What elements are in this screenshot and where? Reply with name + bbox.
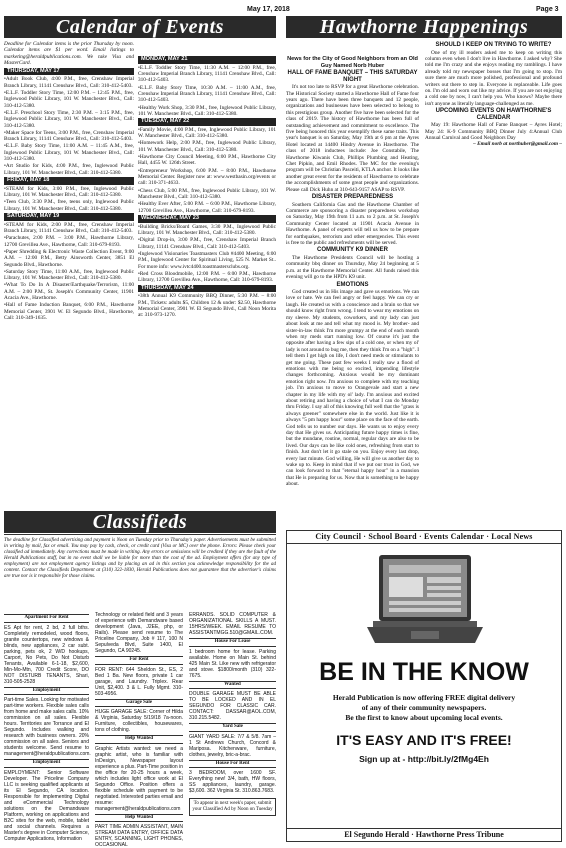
section-heading: COMMUNITY K9 DINNER bbox=[317, 247, 388, 254]
classified-category: For Rent bbox=[95, 656, 183, 665]
calendar-event: • Parachutes, 2:00 P.M. – 3:00 P.M., Hawthorne Library, 12700 Grevillea Ave., Hawthorne, Call: 310-679-8193. bbox=[4, 235, 134, 248]
calendar-event: • E.L.F. Preschool Story Time, 2:30 P.M. – 3:15 P.M., free, Inglewood Public Library, 101 W. Manchester Blvd., Call: 310-412-5380. bbox=[4, 110, 134, 129]
calendar-event: • Adult Book Club, 4:00 P.M., free, Crenshaw Imperial Branch Library, 11141 Crenshaw Blvd., Call: 310-412-5403. bbox=[4, 76, 134, 89]
classified-ad: GIANT YARD SALE: 7/7 & 5/8. 7am – 1 St Andrews Church, Concord & Mariposa. Kitchenware, furniture, clothes, jewelry, bric-a-brac. bbox=[189, 733, 276, 758]
page-number: Page 3 bbox=[536, 6, 559, 13]
ad-bottom-line: El Segundo Herald · Hawthorne Press Tribune bbox=[287, 828, 561, 841]
calendar-event: • Inglewood Visionaries Toastmasters Club #4400 Meeting, 6:00 P.M., Inglewood Center for Spiritual Living, 525 N. Market St.. For more info: www.ivtc4400.toastmastersclubs.org. bbox=[138, 251, 276, 270]
classifieds-rule bbox=[4, 534, 276, 535]
calendar-event: • Red Cross Bloodmobile, 12:00 P.M. – 6:00 P.M., Hawthorne Library, 12700 Grevillea Ave., Hawthorne, Call: 310-679-8193. bbox=[138, 271, 276, 284]
calendar-event: • Paper Shredding & Electronic Waste Collection Event, 9:00 A.M. – 12:00 P.M., Betty Ainsworth Center, 3851 El Segundo Blvd., Hawthorne. bbox=[4, 249, 134, 268]
classified-category: Help Wanted bbox=[95, 814, 183, 823]
classified-category: Yard Sale bbox=[189, 723, 276, 732]
section-paragraph: It's not too late to RSVP for a great Hawthorne celebration. The Historical Society started a Hawthorne Hall of Fame four years ago. There have been three banquets and 12 people, organizations and businesses have been selected to belong to this prestigious group. Another five have been selected for the class of 2019. The history of Hawthorne has been full of outstanding achievement and commitment to excellence. The five being honored this year exemplify these same traits. This year's banquet is on Saturday, May 19th at 6 pm at the Ayres Hotel located at 14400 Hindry Avenue in Hawthorne. The class of 2018 inductees include: Joe Constabile, The Hawthorne Kiwanis Club, Phillips Plumbing and Heating, Chet Pipkin, and Emil Rhodes. The MC for the evening's program will be Christian Pasceiti, KTLA anchor. It looks like another great event for the residents of Hawthorne to celebrate the accomplishments of some great people and organizations. Please call Dick Huhn at 310-643-9157 ASAP to RSVP. bbox=[286, 84, 419, 193]
classified-ad: FOR RENT: 644 Sheldon St., ES, 2 Bed 1 Ba. New floors, private 1 car garage, and Laundry. Triplex. Rear Unit, $2,400. 3 & L. Fully Mgmt. 310-503-4956. bbox=[95, 666, 183, 697]
happenings-sections-2 bbox=[425, 42, 562, 141]
happenings-column-2 bbox=[425, 41, 562, 527]
classified-ad: 3 BEDROOM, over 1600 SF. Everything new! 3/4, bath, HW floors, SS appliances, laundry, garage. $3,600. 362 Virginia St. 310.863.7683. bbox=[189, 770, 276, 794]
ad-tagline: IT'S EASY AND IT'S FREE! bbox=[336, 732, 512, 748]
calendar-event: • E.L.F. Baby Story Time, 11:00 A.M. – 11:45 A.M., free, Inglewood Public Library, 101 W. Manchester Blvd., Call: 310-412-5380. bbox=[4, 143, 134, 162]
classified-ad: HUGE GARAGE SALE: Corner of Hilda & Virginia, Saturday 5/19/18 7a-noon. Furniture, collectibles, housewares, tons of clothing. bbox=[95, 709, 183, 733]
classified-ad: Technology or related field and 3 years of experience with Demandware based development (Java, J2EE, php, or Rails). Please send resume to The Priceline Company, Job # 117, 100 N Sepulveda Blvd, Suite 1400, El Segundo, CA 90245. bbox=[95, 612, 183, 654]
calendar-column-1 bbox=[4, 41, 134, 484]
happenings-column-1 bbox=[286, 56, 419, 526]
laptop-icon bbox=[363, 551, 487, 655]
classified-category: House For Rent bbox=[189, 760, 276, 769]
ad-signup-link[interactable]: Sign up at - http://bit.ly/2fMg4Eh bbox=[359, 754, 489, 764]
day-heading: FRIDAY, MAY 18 bbox=[4, 177, 134, 185]
classifieds-header-text: The deadline for Classified advertising and payment is Noon on Tuesday prior to Thursday's paper. Advertisements must be submitted in writing by mail, fax or email. You may pay by cash, check, or credit card (Visa or MC) over the phone. Errors: Please check your classified ad immediately. Any corrections must be made in writing. Any errors or omissions will be credited if they are the fault of the Herald Publications staff, but in no event shall we be liable for more than the cost of the ad. Employment offers (for any type of employment) are not employment agency listings and by placing an ad in this section you acknowledge responsibility for the ad content. Contact the Classifieds Department at (310) 322-1830, Herald Publications does not guarantee that the advertiser's claims are true nor is it responsible for those claims. bbox=[4, 538, 276, 579]
classified-category: House For Lease bbox=[189, 638, 276, 647]
calendar-days-1 bbox=[4, 68, 134, 322]
calendar-column-2 bbox=[138, 55, 276, 485]
classified-ad: PART TIME ADMIN ASSISTANT, MAIN STREAM DATA ENTRY, OFFICE DATA ENTRY, SCANNING, LIGHT PHONES, OCCASIONAL bbox=[95, 824, 183, 848]
calendar-event: • Chess Club, 5:00 P.M., free, Inglewood Public Library, 101 W. Manchester Blvd., Call: 310-412-5380. bbox=[138, 188, 276, 201]
calendar-event: • Saturday Story Time, 11:00 A.M., free, Inglewood Public Library, 101 W. Manchester Blvd., Call: 310-412-5380. bbox=[4, 269, 134, 282]
ad-body-line-1: Herald Publication is now offering FREE digital delivery bbox=[332, 693, 516, 702]
classified-category: Apartment For Rent bbox=[4, 614, 89, 623]
calendar-event: • What To Do In A Disaster/Earthquake/Terrorism, 11:00 A.M. – 2:00 P.M., St. Joseph's Community Center, 11901 Acacia Ave., Hawthorne. bbox=[4, 282, 134, 301]
ad-top-line: City Council · School Board · Events Calendar · Local News bbox=[287, 531, 561, 544]
section-paragraph: One of my ill readers asked me to keep on writing this column even when I don't live in Hawthorne. I asked why? She told me I'm crazy and she enjoys reading my ramblings. I have already told my newspaper bosses that I'm going to stop. I'm sure there are much more polished, professional and profound writers out there to step in. Everyone is replaceable. Life goes on. I'm old and worn out like my advice. If you are not enjoying a cold one by now, I can't help you. Who knows? Maybe there isn't anyone as literally language-challenged as me. bbox=[425, 49, 562, 107]
calendar-event: • STEAM for Kids, 2:00 P.M., free, Crenshaw Imperial Branch Library, 11141 Crenshaw Blvd., Call: 310-412-5403. bbox=[4, 222, 134, 235]
calendar-days-2 bbox=[138, 56, 276, 319]
classified-category: Wanted bbox=[189, 681, 276, 690]
calendar-event: • Art Studio for Kids, 4:00 P.M., free, Inglewood Public Library, 101 W. Manchester Blvd., Call: 310-412-5380. bbox=[4, 163, 134, 176]
section-paragraph: The Hawthorne Presidents Council will be hosting a community bbq dinner on Thursday, May 24 beginning at 5 p.m. at the Hawthorne Memorial Center. All funds raised this evening will go to the HPD's K9 unit. bbox=[286, 254, 419, 281]
calendar-event: • Family Movie, 4:00 P.M., free, Inglewood Public Library, 101 W. Manchester Blvd., Call: 310-412-5380. bbox=[138, 127, 276, 140]
section-heading: DISASTER PREPAREDNESS bbox=[311, 194, 394, 201]
classified-ad: ERRANDS. SOLID COMPUTER & ORGANIZATIONAL SKILLS A MUST. 15HRS/WEEK. EMAIL RESUME TO ASSISTANTMGG.510@GMAIL.COM. bbox=[189, 612, 276, 636]
happenings-sections-1 bbox=[286, 70, 419, 487]
classified-category: Help Wanted bbox=[95, 735, 183, 744]
calendar-event: • Hawthorne City Council Meeting, 6:00 P.M., Hawthorne City Hall, 4455 W. 126th Street. bbox=[138, 154, 276, 167]
classified-ad: 1 bedroom home for lease. Parking available. Home on Main St. behind 425 Main St. Like new with refrigerator and stove. $1800/month (310) 322-7675. bbox=[189, 648, 276, 679]
calendar-event: • 38th Annual K9 Community BBQ Dinner, 5:30 P.M. – 8:00 P.M., Tickets: adults $5, Children 12 & under: $2.50, Hawthorne Memorial Center, 3901 W. El Segundo Blvd., Call Noon Morita at: 310-973-1270. bbox=[138, 293, 276, 319]
ad-body-line-3: Be the first to know about upcoming local events. bbox=[345, 713, 503, 722]
classified-ad: EMPLOYMENT: Senior Software Developer. The Priceline Company LLC is seeking qualified applicants at its El Segundo, CA location. Responsible for implementing Digital and eCommercial Technology solutions on the Demandware Platform, working on applications and B2C sites for the web, mobile, tablet and social channels. Requires a Master's degree in Computer Science, Computer Applications, Information bbox=[4, 769, 89, 842]
day-heading: SATURDAY, MAY 19 bbox=[4, 213, 134, 221]
calendar-event: • Healthy Ever After, 5:00 P.M. – 6:00 P.M., Hawthorne Library, 12700 Grevillea Ave., Hawthorne, Call: 310-679-8193. bbox=[138, 201, 276, 214]
classified-ad: DOUBLE GARAGE MUST BE ABLE TO BE LOCKED AND IN EL SEGUNDO FOR CLASSIC CAR. CONTACT: DASSAR@AOL.COM, 310.215.5482. bbox=[189, 691, 276, 721]
section-heading: EMOTIONS bbox=[336, 281, 369, 288]
section-heading: UPCOMING EVENTS ON HAWTHORNE'S CALENDAR bbox=[435, 108, 552, 121]
day-heading: WEDNESDAY, MAY 23 bbox=[138, 215, 276, 223]
classifieds-column-1 bbox=[4, 612, 89, 840]
ad-body-line-2: of any of their community newspapers. bbox=[361, 703, 487, 712]
happenings-banner: Hawthorne Happenings bbox=[286, 16, 562, 38]
classified-category: Employment bbox=[4, 687, 89, 696]
classified-ad: Graphic Artists wanted: we need a graphic artist, who is familiar with InDesign, Newspaper layout experience a plus. Part-Time position in the office for 20-25 hours a week, which includes light office work at El Segundo Office. Position offers a flexible schedule with payment to be negotiated. Interested parties email and resume: management@heraldpublications.com bbox=[95, 745, 183, 812]
calendar-event: • Maker Space for Teens, 3:00 P.M., free, Crenshaw Imperial Branch Library, 11141 Crenshaw Blvd., Call: 310-412-5403. bbox=[4, 130, 134, 143]
calendar-banner: Calendar of Events bbox=[4, 16, 276, 38]
section-paragraph: Southern California Gas and the Hawthorne Chamber of Commerce are sponsoring a disaster preparedness workshop on Saturday, May 19th from 11 a.m. to 2 p.m. at St. Joseph's Community Center located at 11901 Acacia Avenue in Hawthorne. A panel of experts will tell us how to be prepare for earthquakes, terrorism and other emergencies. This event is free to the public and refreshments will be served. bbox=[286, 201, 419, 247]
calendar-event: • Healthy Work Shop, 3:30 P.M., free, Inglewood Public Library, 101 W. Manchester Blvd., Call: 310-412-5380. bbox=[138, 105, 276, 118]
calendar-event: • E.L.F. Baby Story Time, 10:30 A.M. – 11:00 A.M., free, Crenshaw Imperial Branch Library, 11141 Crenshaw Blvd., Call: 310-412-5403. bbox=[138, 85, 276, 104]
classified-category: Employment bbox=[4, 759, 89, 768]
issue-date: May 17, 2018 bbox=[247, 6, 290, 13]
calendar-event: • Building Bricks/Board Games, 3:30 P.M., Inglewood Public Library, 101 W. Manchester Blvd., Call: 310-412-5380. bbox=[138, 224, 276, 237]
calendar-event: • Entrepreneur Workshop, 6:00 P.M. – 8:00 P.M., Hawthorne Memorial Center. Register now at: www.westbasin.org/events or call: 310-371-4633. bbox=[138, 168, 276, 187]
day-heading: MONDAY, MAY 21 bbox=[138, 56, 276, 64]
classifieds-banner: Classifieds bbox=[4, 511, 276, 533]
ad-headline: BE IN THE KNOW bbox=[319, 658, 529, 686]
classified-category: Garage Sale bbox=[95, 699, 183, 708]
classifieds-column-3 bbox=[189, 612, 276, 840]
section-paragraph: God created us in His image and gave us emotions. We can love or hate. We can feel angry or feel happy. We can cry or laugh. He created us with a conscience and a brain so that we should know right from wrong. I tend to wear my emotions on my sleeve. My students, coworkers, and my lady can just about look at me and tell what my mood is. My brother- and sister-in-law think I'm more grumpy at the end of each month when my meds start running low. Of course it's just the opposite after having a few sips of a cold one, or when my ol' lady is not around to bug me, then they think I'm on a "high". I tell them I get high on life, I don't need meds or stimulants to get me going. These past few weeks I really saw a flood of emotions with me being so excited, impending lifestyle changes forthcoming. Anxious would be my dominant emotion right now. I'm anxious to complete with my teaching job. I'm anxious to move to Orangevale and start a new chapter in my life with my ol' lady. I'm anxious and excited about retiring and having a choice of what I can do Monday thru Friday. I say all of this knowing full well that the "grass is always greener" somewhere else in the world. Just like it is always "5 pm happy hour" some place on the face of the earth. God tells us to number our days. He wants us to enjoy every day that He gives us. Anticipating future happy times is fine, but the mundane, routine, normal, regular days are also to be lived. Our days can be like cold ones, refreshing from start to finish. Just don't let it go stale on you. Enjoy every last drop, every last minute. God willing, He will give us another day to wake up to. Keep in mind that if we put our trust in God, we can look forward to that "eternal happy hour" in a mansion that He is preparing for us. Now that is something to be happy about. bbox=[286, 289, 419, 488]
happenings-email: – Email norb at northuber@gmail.com – bbox=[473, 141, 562, 148]
classified-ad: To appear in next week's paper, submit your Classified Ad by Noon on Tuesday bbox=[189, 798, 276, 816]
calendar-event: • Hall of Fame Induction Banquet, 6:00 P.M., Hawthorne Memorial Center, 3901 W. El Segundo Blvd., Hawthorne, Call: 310-349-1635. bbox=[4, 302, 134, 321]
section-heading: SHOULD I KEEP ON TRYING TO WRITE? bbox=[435, 42, 552, 48]
calendar-event: • E.L.F. Toddler Story Time, 11:30 A.M. – 12:00 P.M., free, Crenshaw Imperial Branch Library, 11141 Crenshaw Blvd., Call: 310-412-5403. bbox=[138, 65, 276, 84]
happenings-subhead: News for the City of Good Neighbors from an Old Guy Named Norb Huber bbox=[287, 56, 418, 69]
calendar-event: • Teen Club, 3:30 P.M., free, teens only, Inglewood Public Library, 101 W. Manchester Blvd., Call: 310-412-5380. bbox=[4, 199, 134, 212]
classified-ad: ES Apt for rent, 2 bd, 2 full bths. Completely remodeled, wood floors, granite countertops, new windows & blinds, new appliances, 2 car subt. parking, pets ok, 2 W/D hookups, Carport, No Pets, Do Not Disturb Tenants, Available 6-1-18, $2,600, Min-Mo-Mtn, 700 Credit Score, DO NOT DISTURB TENANTS, Shari, 310-505-2528 bbox=[4, 624, 89, 685]
section-heading: HALL OF FAME BANQUET – THIS SATURDAY NIGHT bbox=[287, 70, 418, 83]
calendar-event: • Homework Help, 2:00 P.M., free, Inglewood Public Library, 101 W. Manchester Blvd., Call: 310-412-5380. bbox=[138, 140, 276, 153]
classifieds-column-2 bbox=[95, 612, 183, 848]
classified-ad: Part-time Sales. Looking for motivated part-time workers. Flexible sales calls from home and make sales calls. 10% commission on all sales. Flexible hours. Territories are Torrance and El Segundo. Includes walking and research with business owners. 20% commission on all sales. Seniors and students welcome. Send resume to management@heraldpublications.com. bbox=[4, 697, 91, 757]
calendar-event: • STEAM for Kids, 3:00 P.M., free, Inglewood Public Library, 101 W. Manchester Blvd., Call: 310-412-5380. bbox=[4, 186, 134, 199]
calendar-event: • E.L.F. Toddler Story Time, 12:00 P.M. – 12:45 P.M., free, Inglewood Public Library, 101 W. Manchester Blvd., Call: 310-412-5380. bbox=[4, 90, 134, 109]
day-heading: THURSDAY, MAY 17 bbox=[4, 68, 134, 76]
day-heading: TUESDAY, MAY 22 bbox=[138, 118, 276, 126]
day-heading: THURSDAY, MAY 24 bbox=[138, 285, 276, 293]
calendar-intro: Deadline for Calendar items is the prior Thursday by noon. Calendar items are $1 per word. Email listings to marketing@heraldpublications.com. We take Visa and MasterCard. bbox=[4, 41, 134, 67]
calendar-event: • Digital Drop-in, 3:00 P.M., free, Crenshaw Imperial Branch Library, 11141 Crenshaw Blvd., Call: 310-412-5403. bbox=[138, 237, 276, 250]
digital-delivery-ad bbox=[286, 530, 562, 842]
section-paragraph: May 19: Hawthorne Hall of Fame Banquet – Ayres Hotel; May 24: K-9 Community BBQ Dinner July 4:Annual Club Annual Carnival and Good Neighbors Day bbox=[425, 122, 562, 141]
